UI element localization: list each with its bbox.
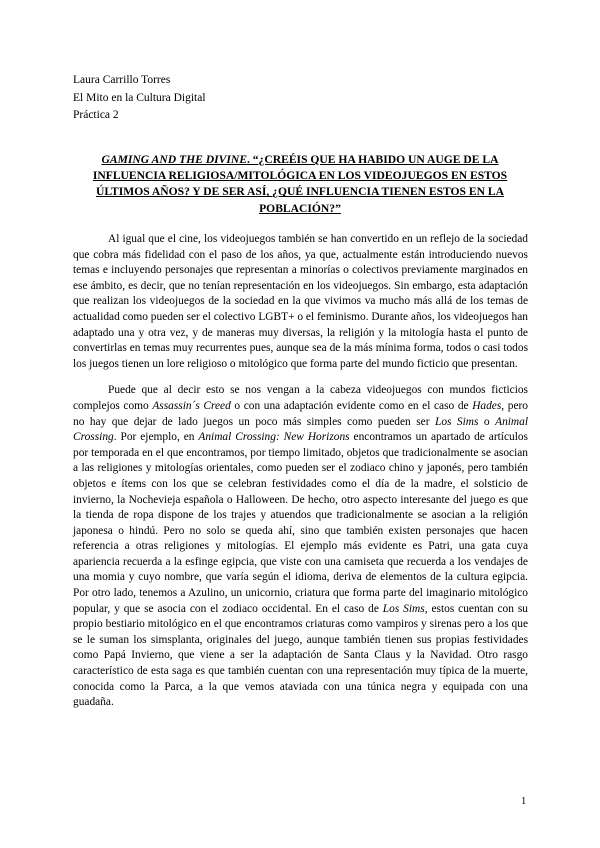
game-title-animal-crossing: Animal Crossing <box>73 415 529 444</box>
document-body <box>73 232 528 722</box>
p2-text-6: encontramos un apartado de artículos por temporada en el que encontramos, por tiempo limitado, objetos que tradicionalmente se asocian a las religiones y mitologías orientales, como pueden ser el zodiaco chino y japonés, pero también objetos e ítems con los que se celebran festividades como el día de la madre, el solsticio de invierno, la Nochevieja española o Halloween. De hecho, otro aspecto interesante del juego es que la tienda de ropa dispone de los trajes y atuendos que tradicionalmente se asocian a la religión japonesa o hindú. Pero no solo se queda ahí, sino que también existen personajes que hacen referencia a otras religiones y mitologías. El ejemplo más evidente es Patri, una gata cuya apariencia recuerda a la esfinge egipcia, que viste con una camiseta que recuerda a los vendajes de una momia y cuyo nombre, que varía según el idioma, deriva de elementos de la cultura egipcia. Por otro lado, tenemos a Azulino, un unicornio, criatura que forma parte del imaginario mitológico popular, y que se asocia con el zodiaco occidental. En el caso de <box>73 431 528 615</box>
p2-text-4: o <box>478 415 496 428</box>
title-question: . “¿CREÉIS QUE HA HABIDO UN AUGE DE LA INFLUENCIA RELIGIOSA/MITOLÓGICA EN LOS VIDEOJUEGOS EN ESTOS ÚLTIMOS AÑOS? Y DE SER ASÍ, ¿QUÉ INFLUENCIA TIENEN ESTOS EN LA POBLACIÓN?” <box>92 153 508 215</box>
author-name: Laura Carrillo Torres <box>73 74 171 86</box>
course-name: El Mito en la Cultura Digital <box>73 91 206 104</box>
p2-text-2: o con una adaptación evidente como en el caso de <box>230 399 473 412</box>
paragraph-1: Al igual que el cine, los videojuegos también se han convertido en un reflejo de la sociedad que cobra más fidelidad con el paso de los años, ya que, actualmente están introduciendo nuevos temas e incluyendo personajes que representan a minorías o colectivos previamente marginados en ese ámbito, es decir, que no tenían representación en los videojuegos. Sin embargo, esta adaptación que realizan los videojuegos de la sociedad en la que vivimos va mucho más allá de los temas de actualidad como pueden ser el colectivo LGBT+ o el feminismo. Durante años, los videojuegos han adaptado una y otra vez, y de maneras muy diversas, la religión y la mitología hasta el punto de convertirlas en temas muy recurrentes pues, aunque sea de la más mínima forma, todos o casi todos los juegos tienen un lore religioso o mitológico que forma parte del mundo ficticio que presentan. <box>73 233 528 370</box>
p2-text-7: , estos cuentan con su propio bestiario mitológico en el que encontramos criaturas como vampiros y sirenas pero a los que se le suman los simsplanta, originales del juego, aunque también tienen sus propias festividades como Papá Invierno, que viene a ser la adaptación de Santa Claus y la Navidad. Otro rasgo característico de esta saga es que también cuentan con una representación muy típica de la muerte, conocida como la Parca, a la que vemos ataviada con una túnica negra y equipada con una guadaña. <box>73 602 528 709</box>
game-title-los-sims-2: Los Sims <box>382 602 425 615</box>
game-title-assassins-creed: Assassin´s Creed <box>152 399 231 412</box>
game-title-los-sims: Los Sims <box>434 415 479 428</box>
page-number: 1 <box>521 796 527 807</box>
document-header <box>73 72 206 125</box>
game-title-animal-crossing-nh: Animal Crossing: New Horizons <box>198 431 350 444</box>
p2-text-1: Puede que al decir esto se nos vengan a la cabeza videojuegos con mundos ficticios complejos como <box>73 384 528 412</box>
p2-text-3: , pero no hay que dejar de lado juegos un poco más simples como pueden ser <box>73 399 528 428</box>
title-italic-part: GAMING AND THE DIVINE <box>101 153 247 166</box>
document-title <box>82 152 518 217</box>
assignment-name: Práctica 2 <box>73 109 119 121</box>
game-title-hades: Hades <box>472 399 502 412</box>
paragraph-2 <box>73 383 528 710</box>
p2-text-5: . Por ejemplo, en <box>113 431 199 444</box>
